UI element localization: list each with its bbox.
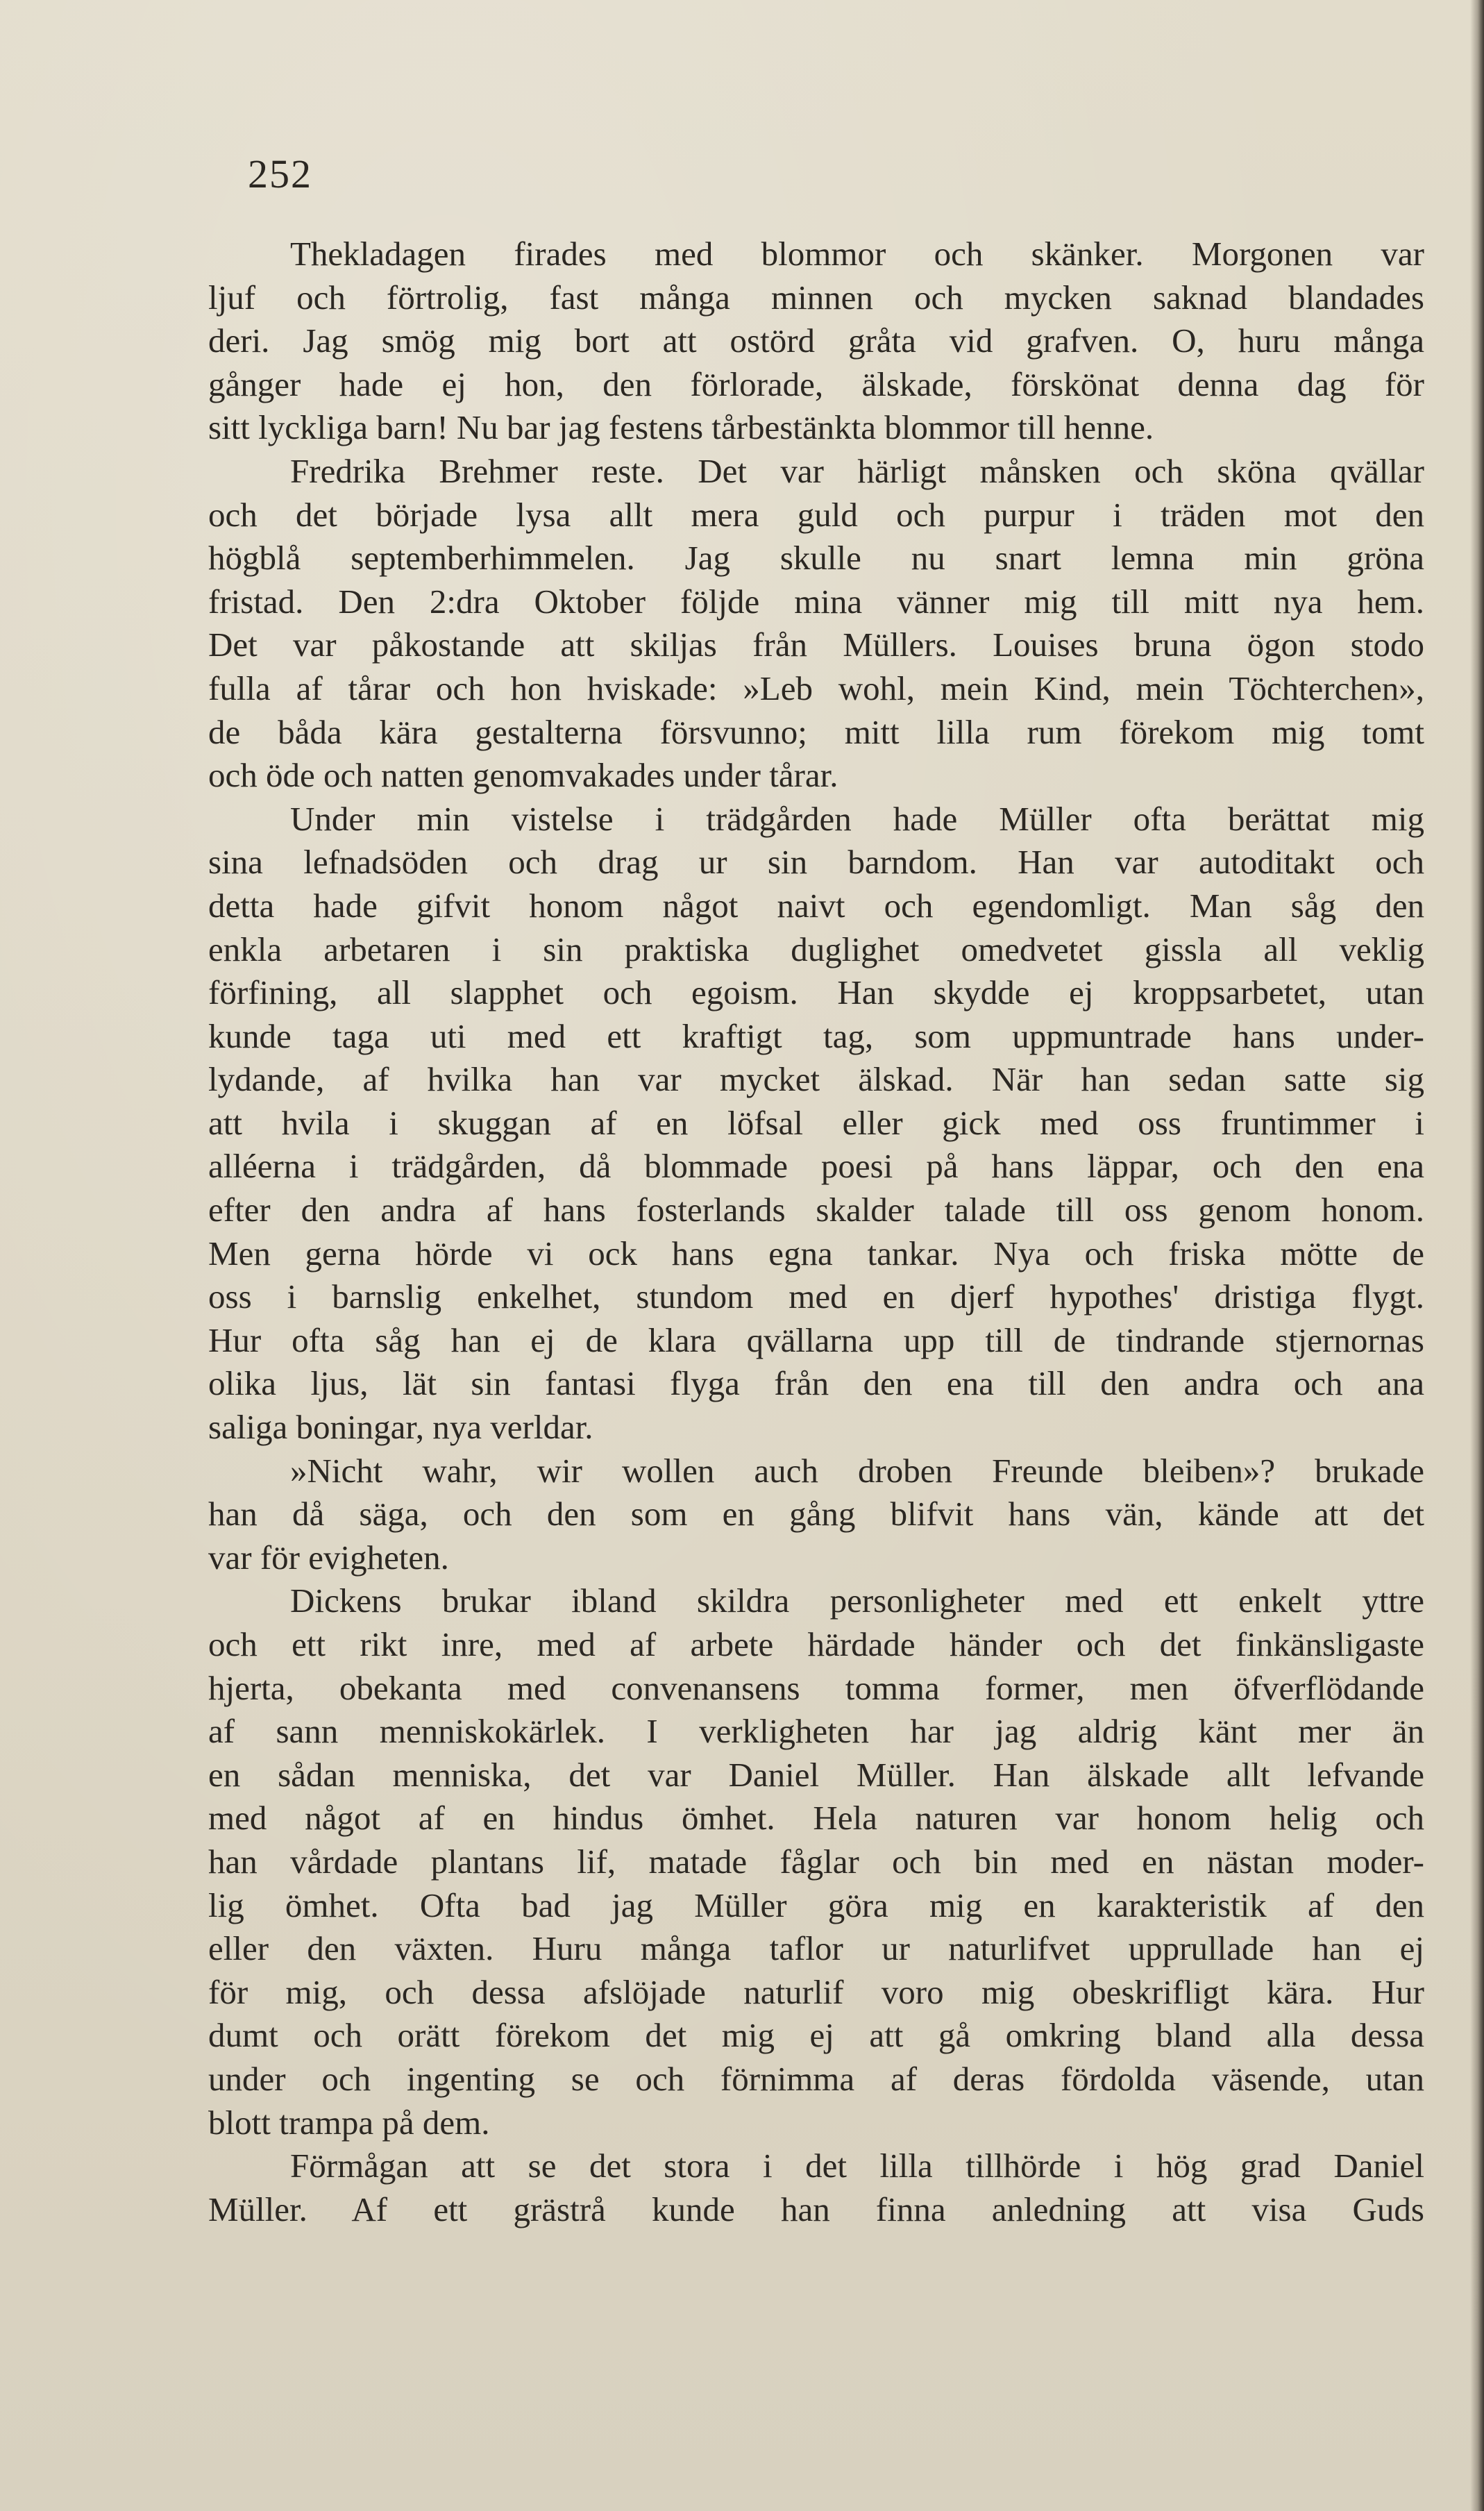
text-line: blott trampa på dem.: [208, 2103, 490, 2142]
text-line: oss i barnslig enkelhet, stundom med en djerf hypothes' dristiga flygt.: [208, 1277, 1424, 1316]
text-line: Müller. Af ett grästrå kunde han finna anledning att visa Guds: [208, 2190, 1424, 2228]
text-line: saliga boningar, nya verldar.: [208, 1408, 593, 1447]
text-line: lydande, af hvilka han var mycket älskad. När han sedan satte sig: [208, 1060, 1424, 1099]
text-line: med något af en hindus ömhet. Hela naturen var honom helig och: [208, 1799, 1424, 1838]
text-line: Förmågan att se det stora i det lilla tillhörde i hög grad Daniel: [290, 2147, 1424, 2185]
text-line: enkla arbetaren i sin praktiska duglighet omedvetet gissla all veklig: [208, 930, 1424, 968]
text-line: han då säga, och den som en gång blifvit hans vän, kände att det: [208, 1495, 1424, 1534]
text-line: deri. Jag smög mig bort att ostörd gråta vid grafven. O, huru många: [208, 321, 1424, 360]
text-line: Thekladagen firades med blommor och skänker. Morgonen var: [290, 235, 1424, 273]
text-line: sina lefnadsöden och drag ur sin barndom. Han var autoditakt och: [208, 843, 1424, 882]
text-line: sitt lyckliga barn! Nu bar jag festens tårbestänkta blommor till henne.: [208, 408, 1154, 447]
page-edge-shadow: [1470, 0, 1484, 2511]
text-line: han vårdade plantans lif, matade fåglar och bin med en nästan moder-: [208, 1842, 1424, 1881]
text-line: Hur ofta såg han ej de klara qvällarna upp till de tindrande stjernornas: [208, 1320, 1424, 1359]
text-line: under och ingenting se och förnimma af deras fördolda väsende, utan: [208, 2059, 1424, 2098]
text-line: och det började lysa allt mera guld och purpur i träden mot den: [208, 495, 1424, 534]
text-line: hjerta, obekanta med convenansens tomma former, men öfverflödande: [208, 1668, 1424, 1707]
text-line: efter den andra af hans fosterlands skalder talade till oss genom honom.: [208, 1191, 1424, 1229]
text-line: dumt och orätt förekom det mig ej att gå omkring bland alla dessa: [208, 2016, 1424, 2055]
text-line: alléerna i trädgården, då blommade poesi på hans läppar, och den ena: [208, 1147, 1424, 1186]
text-line: de båda kära gestalterna försvunno; mitt lilla rum förekom mig tomt: [208, 712, 1424, 751]
text-line: och ett rikt inre, med af arbete härdade händer och det finkänsligaste: [208, 1625, 1424, 1663]
text-line: fulla af tårar och hon hviskade: »Leb wohl, mein Kind, mein Töchterchen»,: [208, 669, 1424, 707]
text-line: ljuf och förtrolig, fast många minnen och mycken saknad blandades: [208, 278, 1424, 317]
text-line: fristad. Den 2:dra Oktober följde mina vänner mig till mitt nya hem.: [208, 582, 1424, 621]
body-text: [208, 233, 1424, 2231]
text-line: Dickens brukar ibland skildra personligheter med ett enkelt yttre: [290, 1581, 1424, 1620]
text-line: »Nicht wahr, wir wollen auch droben Freunde bleiben»? brukade: [290, 1451, 1424, 1490]
text-line: Fredrika Brehmer reste. Det var härligt månsken och sköna qvällar: [290, 451, 1424, 490]
text-line: lig ömhet. Ofta bad jag Müller göra mig en karakteristik af den: [208, 1886, 1424, 1924]
text-line: att hvila i skuggan af en löfsal eller gick med oss fruntimmer i: [208, 1103, 1424, 1142]
text-line: detta hade gifvit honom något naivt och egendomligt. Man såg den: [208, 886, 1424, 925]
text-line: olika ljus, lät sin fantasi flyga från den ena till den andra och ana: [208, 1364, 1424, 1403]
text-line: gånger hade ej hon, den förlorade, älskade, förskönat denna dag för: [208, 364, 1424, 403]
text-line: var för evigheten.: [208, 1538, 449, 1577]
text-line: kunde taga uti med ett kraftigt tag, som uppmuntrade hans under-: [208, 1016, 1424, 1055]
text-line: eller den växten. Huru många taflor ur naturlifvet upprullade han ej: [208, 1929, 1424, 1968]
page-number: 252: [248, 151, 312, 196]
text-line: af sann menniskokärlek. I verkligheten har jag aldrig känt mer än: [208, 1712, 1424, 1751]
text-line: en sådan menniska, det var Daniel Müller. Han älskade allt lefvande: [208, 1755, 1424, 1794]
text-line: Men gerna hörde vi ock hans egna tankar. Nya och friska mötte de: [208, 1234, 1424, 1273]
text-line: för mig, och dessa afslöjade naturlif voro mig obeskrifligt kära. Hur: [208, 1972, 1424, 2011]
text-line: Det var påkostande att skiljas från Müllers. Louises bruna ögon stodo: [208, 625, 1424, 664]
text-line: och öde och natten genomvakades under tårar.: [208, 756, 838, 795]
text-line: förfining, all slapphet och egoism. Han skydde ej kroppsarbetet, utan: [208, 973, 1424, 1012]
text-line: högblå septemberhimmelen. Jag skulle nu snart lemna min gröna: [208, 539, 1424, 578]
text-line: Under min vistelse i trädgården hade Müller ofta berättat mig: [290, 799, 1424, 838]
